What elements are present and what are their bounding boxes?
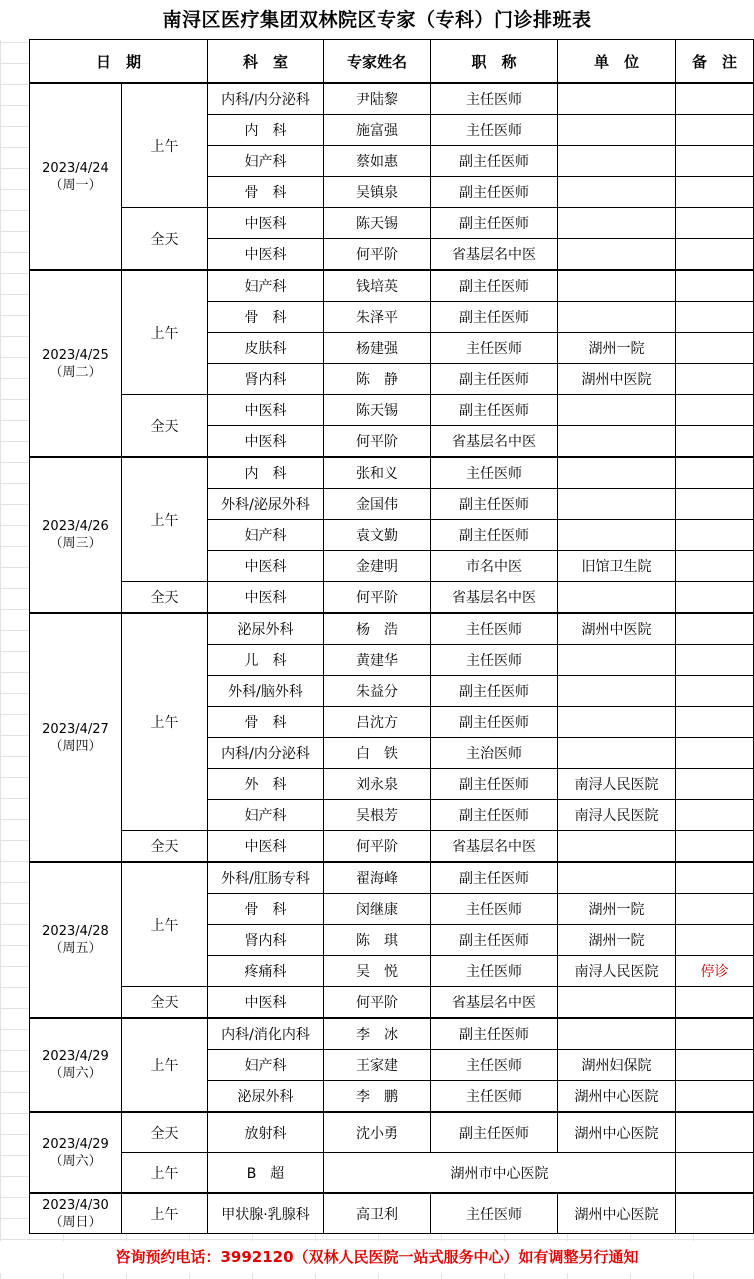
header-unit: 单 位 [558,40,676,84]
dept-cell: 骨 科 [208,177,324,208]
unit-cell [558,115,676,146]
title-cell: 副主任医师 [431,395,558,426]
note-cell [676,707,754,738]
header-date: 日 期 [30,40,208,84]
unit-cell: 湖州一院 [558,894,676,925]
period-cell: 全天 [122,582,208,614]
unit-cell [558,645,676,676]
day-group [30,83,754,270]
title-cell: 副主任医师 [431,1112,558,1153]
merged-unit-cell: 湖州市中心医院 [324,1153,676,1194]
period-cell: 全天 [122,987,208,1019]
doctor-name-cell: 翟海峰 [324,862,431,894]
title-cell: 副主任医师 [431,520,558,551]
doctor-name-cell: 吴 悦 [324,956,431,987]
note-cell [676,645,754,676]
doctor-name-cell: 张和义 [324,457,431,489]
note-cell [676,364,754,395]
date-cell: 2023/4/27 （周四） [30,613,122,862]
header-title: 职 称 [431,40,558,84]
day-group [30,457,754,613]
period-cell: 全天 [122,831,208,863]
doctor-name-cell: 王家建 [324,1050,431,1081]
dept-cell: 内 科 [208,457,324,489]
title-cell: 副主任医师 [431,925,558,956]
title-cell: 副主任医师 [431,1018,558,1050]
note-cell [676,270,754,302]
header-row [30,40,754,84]
dept-cell: 妇产科 [208,520,324,551]
unit-cell [558,208,676,239]
dept-cell: 外 科 [208,769,324,800]
doctor-name-cell: 蔡如惠 [324,146,431,177]
dept-cell: 妇产科 [208,146,324,177]
doctor-name-cell: 施富强 [324,115,431,146]
dept-cell: 内科/内分泌科 [208,83,324,115]
note-cell [676,457,754,489]
unit-cell [558,426,676,458]
title-cell: 副主任医师 [431,177,558,208]
unit-cell: 旧馆卫生院 [558,551,676,582]
day-group [30,1112,754,1193]
doctor-name-cell: 何平阶 [324,582,431,614]
day-group [30,1193,754,1234]
note-cell: 停诊 [676,956,754,987]
table-row [30,862,754,894]
title-cell: 省基层名中医 [431,582,558,614]
day-group [30,613,754,862]
period-cell: 上午 [122,862,208,987]
header-dept: 科 室 [208,40,324,84]
title-cell: 主任医师 [431,956,558,987]
title-cell: 省基层名中医 [431,239,558,271]
note-cell [676,925,754,956]
table-row [30,1112,754,1153]
title-cell: 主任医师 [431,115,558,146]
table-row [30,831,754,863]
unit-cell: 湖州中心医院 [558,1081,676,1113]
note-cell [676,1081,754,1113]
doctor-name-cell: 尹陆黎 [324,83,431,115]
doctor-name-cell: 杨 浩 [324,613,431,645]
day-group [30,862,754,1018]
dept-cell: 中医科 [208,208,324,239]
dept-cell: 中医科 [208,239,324,271]
note-cell [676,1153,754,1194]
dept-cell: 中医科 [208,551,324,582]
table-row [30,613,754,645]
unit-cell [558,862,676,894]
unit-cell: 湖州中心医院 [558,1112,676,1153]
title-cell: 副主任医师 [431,489,558,520]
doctor-name-cell: 吴镇泉 [324,177,431,208]
unit-cell [558,177,676,208]
dept-cell: 妇产科 [208,800,324,831]
doctor-name-cell: 金国伟 [324,489,431,520]
note-cell [676,894,754,925]
unit-cell [558,1018,676,1050]
unit-cell [558,270,676,302]
unit-cell [558,239,676,271]
title-cell: 主任医师 [431,457,558,489]
date-cell: 2023/4/24 （周一） [30,83,122,270]
note-cell [676,1018,754,1050]
note-cell [676,862,754,894]
unit-cell [558,489,676,520]
title-cell: 主任医师 [431,1081,558,1113]
period-cell: 上午 [122,613,208,831]
note-cell [676,582,754,614]
note-cell [676,520,754,551]
doctor-name-cell: 陈天锡 [324,395,431,426]
footer-notice: 咨询预约电话：3992120（双林人民医院一站式服务中心）如有调整另行通知 [0,1241,754,1273]
title-cell: 省基层名中医 [431,987,558,1019]
note-cell [676,769,754,800]
header-name: 专家姓名 [324,40,431,84]
dept-cell: B 超 [208,1153,324,1194]
note-cell [676,613,754,645]
note-cell [676,395,754,426]
dept-cell: 骨 科 [208,707,324,738]
note-cell [676,987,754,1019]
doctor-name-cell: 何平阶 [324,426,431,458]
unit-cell [558,146,676,177]
title-cell: 副主任医师 [431,676,558,707]
dept-cell: 外科/泌尿外科 [208,489,324,520]
title-cell: 主任医师 [431,613,558,645]
note-cell [676,551,754,582]
doctor-name-cell: 吕沈方 [324,707,431,738]
period-cell: 全天 [122,395,208,458]
doctor-name-cell: 何平阶 [324,987,431,1019]
doctor-name-cell: 吴根芳 [324,800,431,831]
dept-cell: 泌尿外科 [208,613,324,645]
doctor-name-cell: 杨建强 [324,333,431,364]
dept-cell: 肾内科 [208,925,324,956]
unit-cell: 南浔人民医院 [558,800,676,831]
doctor-name-cell: 李 鹏 [324,1081,431,1113]
dept-cell: 肾内科 [208,364,324,395]
note-cell [676,146,754,177]
note-cell [676,239,754,271]
header-note: 备 注 [676,40,754,84]
doctor-name-cell: 陈 琪 [324,925,431,956]
doctor-name-cell: 刘永泉 [324,769,431,800]
dept-cell: 中医科 [208,987,324,1019]
table-row [30,1153,754,1194]
note-cell [676,800,754,831]
doctor-name-cell: 袁文勤 [324,520,431,551]
date-cell: 2023/4/29 （周六） [30,1018,122,1112]
date-cell: 2023/4/26 （周三） [30,457,122,613]
unit-cell [558,83,676,115]
note-cell [676,177,754,208]
doctor-name-cell: 高卫利 [324,1193,431,1234]
period-cell: 上午 [122,83,208,208]
date-cell: 2023/4/30 （周日） [30,1193,122,1234]
note-cell [676,1193,754,1234]
title-cell: 主任医师 [431,83,558,115]
doctor-name-cell: 金建明 [324,551,431,582]
doctor-name-cell: 钱培英 [324,270,431,302]
title-cell: 副主任医师 [431,208,558,239]
doctor-name-cell: 闵继康 [324,894,431,925]
period-cell: 全天 [122,208,208,271]
unit-cell: 湖州一院 [558,333,676,364]
doctor-name-cell: 李 冰 [324,1018,431,1050]
doctor-name-cell: 沈小勇 [324,1112,431,1153]
title-cell: 副主任医师 [431,769,558,800]
dept-cell: 妇产科 [208,1050,324,1081]
title-cell: 副主任医师 [431,800,558,831]
title-cell: 副主任医师 [431,707,558,738]
note-cell [676,115,754,146]
table-row [30,987,754,1019]
note-cell [676,676,754,707]
dept-cell: 内科/消化内科 [208,1018,324,1050]
note-cell [676,333,754,364]
dept-cell: 中医科 [208,582,324,614]
dept-cell: 放射科 [208,1112,324,1153]
page-title: 南浔区医疗集团双林院区专家（专科）门诊排班表 [0,0,754,40]
unit-cell: 湖州一院 [558,925,676,956]
title-cell: 省基层名中医 [431,426,558,458]
day-group [30,1018,754,1112]
dept-cell: 内科/内分泌科 [208,738,324,769]
unit-cell [558,457,676,489]
table-row [30,1193,754,1234]
table-row [30,457,754,489]
unit-cell: 南浔人民医院 [558,769,676,800]
dept-cell: 甲状腺·乳腺科 [208,1193,324,1234]
dept-cell: 疼痛科 [208,956,324,987]
unit-cell [558,520,676,551]
doctor-name-cell: 朱益分 [324,676,431,707]
note-cell [676,302,754,333]
period-cell: 上午 [122,1018,208,1112]
unit-cell [558,676,676,707]
dept-cell: 骨 科 [208,302,324,333]
title-cell: 主治医师 [431,738,558,769]
title-cell: 副主任医师 [431,364,558,395]
doctor-name-cell: 陈天锡 [324,208,431,239]
dept-cell: 中医科 [208,426,324,458]
title-cell: 主任医师 [431,645,558,676]
table-row [30,83,754,115]
dept-cell: 外科/脑外科 [208,676,324,707]
unit-cell: 湖州中心医院 [558,1193,676,1234]
unit-cell [558,707,676,738]
dept-cell: 中医科 [208,831,324,863]
dept-cell: 中医科 [208,395,324,426]
doctor-name-cell: 黄建华 [324,645,431,676]
title-cell: 省基层名中医 [431,831,558,863]
table-row [30,1018,754,1050]
unit-cell [558,302,676,333]
table-row [30,395,754,426]
note-cell [676,208,754,239]
unit-cell: 湖州中医院 [558,613,676,645]
unit-cell [558,831,676,863]
table-row [30,582,754,614]
note-cell [676,738,754,769]
doctor-name-cell: 朱泽平 [324,302,431,333]
period-cell: 上午 [122,1153,208,1194]
title-cell: 主任医师 [431,1050,558,1081]
note-cell [676,1050,754,1081]
unit-cell: 湖州中医院 [558,364,676,395]
day-group [30,270,754,457]
title-cell: 副主任医师 [431,146,558,177]
unit-cell [558,987,676,1019]
note-cell [676,83,754,115]
schedule-table [29,39,754,1234]
table-row [30,208,754,239]
date-cell: 2023/4/28 （周五） [30,862,122,1018]
title-cell: 副主任医师 [431,862,558,894]
doctor-name-cell: 白 铁 [324,738,431,769]
doctor-name-cell: 何平阶 [324,239,431,271]
dept-cell: 儿 科 [208,645,324,676]
dept-cell: 泌尿外科 [208,1081,324,1113]
date-cell: 2023/4/25 （周二） [30,270,122,457]
dept-cell: 外科/肛肠专科 [208,862,324,894]
period-cell: 上午 [122,270,208,395]
doctor-name-cell: 何平阶 [324,831,431,863]
period-cell: 上午 [122,1193,208,1234]
period-cell: 上午 [122,457,208,582]
doctor-name-cell: 陈 静 [324,364,431,395]
unit-cell [558,582,676,614]
unit-cell: 湖州妇保院 [558,1050,676,1081]
dept-cell: 妇产科 [208,270,324,302]
title-cell: 副主任医师 [431,302,558,333]
dept-cell: 骨 科 [208,894,324,925]
note-cell [676,489,754,520]
table-row [30,270,754,302]
unit-cell [558,738,676,769]
dept-cell: 皮肤科 [208,333,324,364]
note-cell [676,831,754,863]
title-cell: 副主任医师 [431,270,558,302]
unit-cell: 南浔人民医院 [558,956,676,987]
note-cell [676,1112,754,1153]
unit-cell [558,395,676,426]
title-cell: 市名中医 [431,551,558,582]
date-cell: 2023/4/29 （周六） [30,1112,122,1193]
period-cell: 全天 [122,1112,208,1153]
title-cell: 主任医师 [431,1193,558,1234]
dept-cell: 内 科 [208,115,324,146]
title-cell: 主任医师 [431,894,558,925]
title-cell: 主任医师 [431,333,558,364]
note-cell [676,426,754,458]
